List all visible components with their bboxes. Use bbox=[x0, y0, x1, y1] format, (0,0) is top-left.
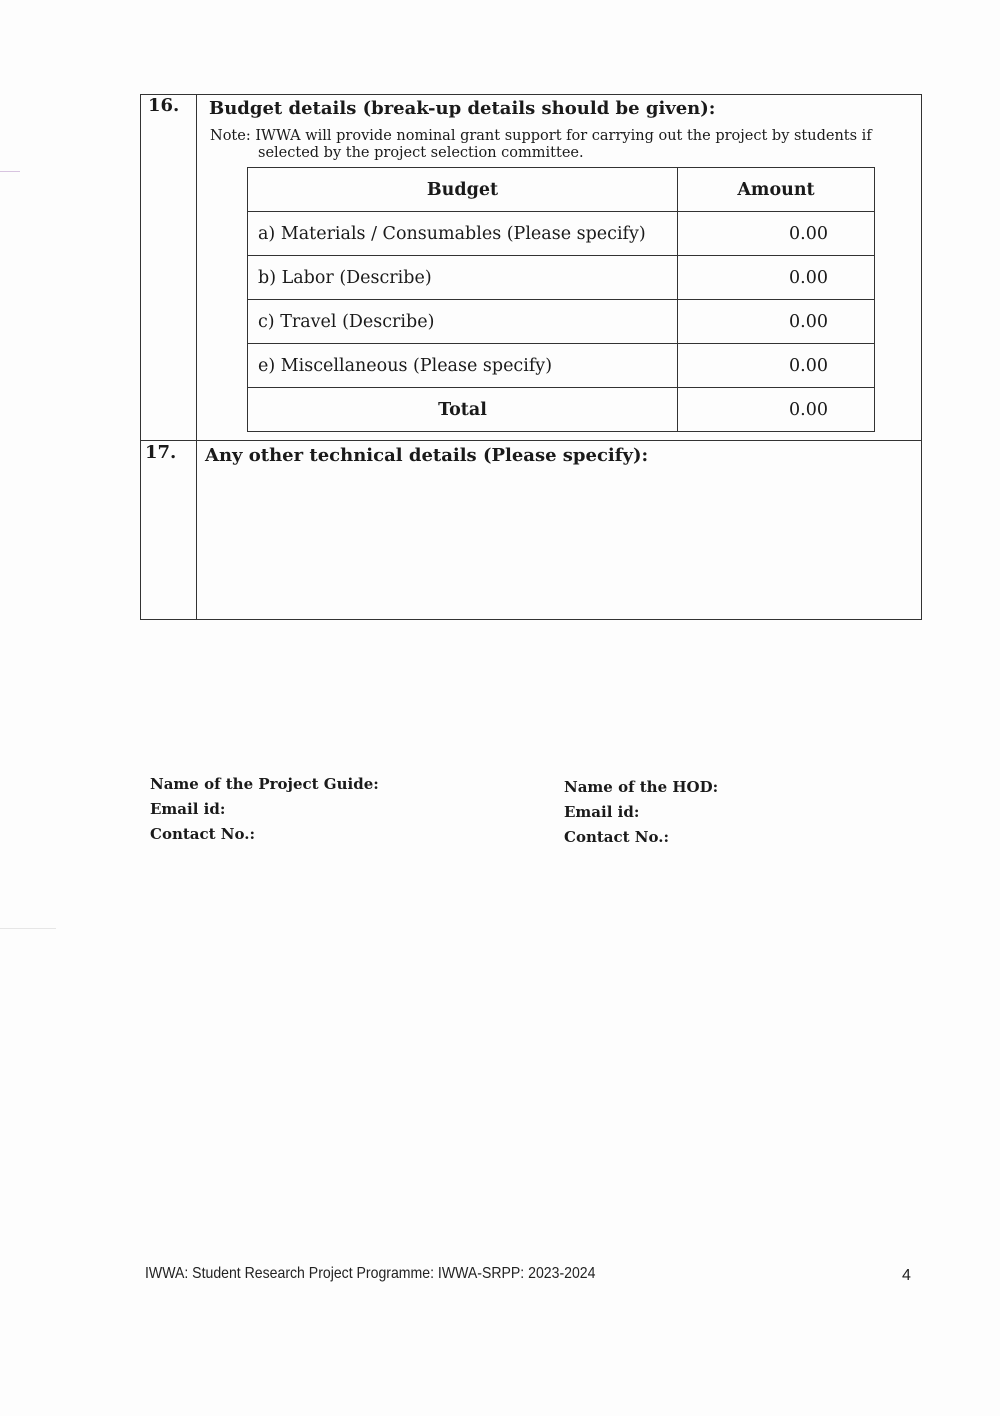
hod-block bbox=[564, 775, 718, 850]
hod-name-label: Name of the HOD: bbox=[564, 778, 719, 796]
budget-table bbox=[247, 167, 875, 432]
budget-item-amount[interactable]: 0.00 bbox=[678, 300, 875, 344]
budget-item-label: b) Labor (Describe) bbox=[248, 256, 678, 300]
project-guide-contact-label: Contact No.: bbox=[150, 825, 255, 843]
budget-item-label: e) Miscellaneous (Please specify) bbox=[248, 344, 678, 388]
project-guide-name-label: Name of the Project Guide: bbox=[150, 775, 379, 793]
hod-contact-label: Contact No.: bbox=[564, 828, 669, 846]
table-row bbox=[248, 212, 875, 256]
amount-column-header: Amount bbox=[678, 168, 875, 212]
section-16-heading: Budget details (break-up details should be given): bbox=[209, 98, 716, 119]
section-17-heading: Any other technical details (Please specify): bbox=[205, 445, 649, 466]
scan-mark bbox=[0, 171, 20, 172]
project-guide-email-label: Email id: bbox=[150, 800, 226, 818]
budget-table-header-row bbox=[248, 168, 875, 212]
section-16-number: 16. bbox=[148, 95, 180, 116]
section-17-answer-area[interactable] bbox=[198, 475, 918, 615]
budget-total-row bbox=[248, 388, 875, 432]
budget-total-amount[interactable]: 0.00 bbox=[678, 388, 875, 432]
section-17-number: 17. bbox=[145, 442, 177, 463]
table-row bbox=[248, 256, 875, 300]
budget-item-label: a) Materials / Consumables (Please specify) bbox=[248, 212, 678, 256]
budget-item-amount[interactable]: 0.00 bbox=[678, 212, 875, 256]
row-divider bbox=[140, 440, 922, 441]
page-number: 4 bbox=[902, 1267, 911, 1284]
scan-mark bbox=[0, 928, 56, 929]
section-16-note-line1: Note: IWWA will provide nominal grant support for carrying out the project by students if bbox=[210, 128, 872, 144]
project-guide-block bbox=[150, 772, 379, 847]
budget-item-amount[interactable]: 0.00 bbox=[678, 344, 875, 388]
number-column-divider bbox=[196, 94, 197, 620]
budget-total-label: Total bbox=[248, 388, 678, 432]
section-16-note-line2: selected by the project selection committee. bbox=[258, 145, 584, 161]
budget-item-label: c) Travel (Describe) bbox=[248, 300, 678, 344]
budget-item-amount[interactable]: 0.00 bbox=[678, 256, 875, 300]
table-row bbox=[248, 344, 875, 388]
budget-column-header: Budget bbox=[248, 168, 678, 212]
hod-email-label: Email id: bbox=[564, 803, 640, 821]
page-footer: IWWA: Student Research Project Programme: IWWA-SRPP: 2023-2024 bbox=[145, 1265, 596, 1282]
table-row bbox=[248, 300, 875, 344]
